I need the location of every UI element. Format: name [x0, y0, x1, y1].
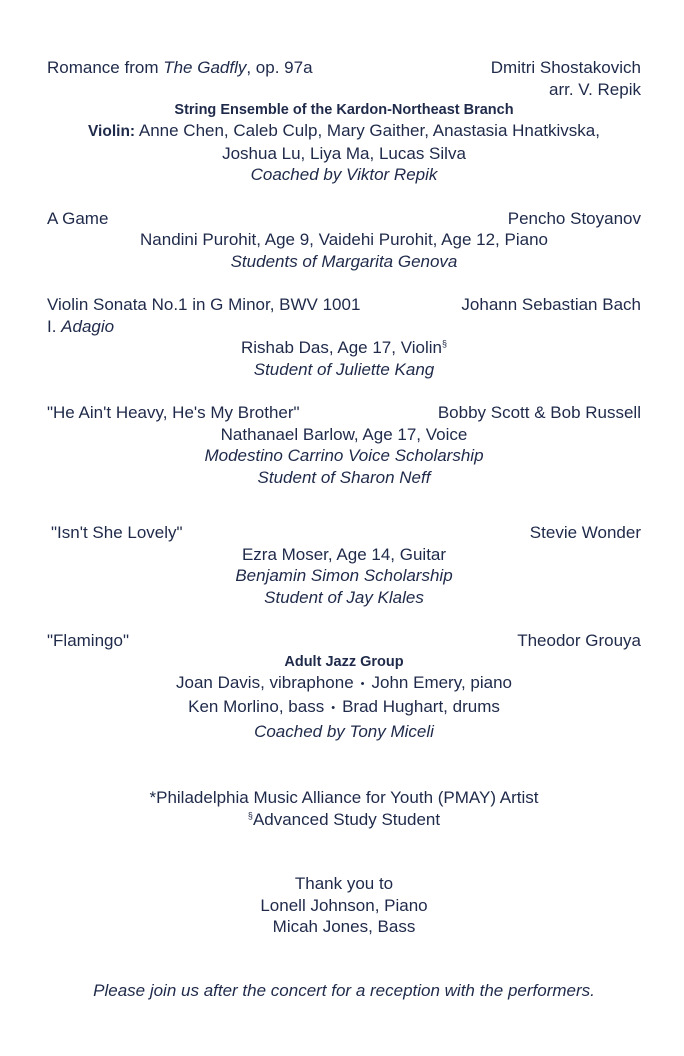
- piece-a-game: [47, 208, 641, 273]
- composer: Bobby Scott & Bob Russell: [437, 403, 641, 422]
- pmay-note: *Philadelphia Music Alliance for Youth (PMAY) Artist: [149, 788, 539, 807]
- performer: [47, 337, 641, 359]
- violin-names-1: Anne Chen, Caleb Culp, Mary Gaither, Anastasia Hnatkivska,: [135, 121, 600, 140]
- performers: Nandini Purohit, Age 9, Vaidehi Purohit, Age 12, Piano: [140, 230, 548, 249]
- teacher: Student of Sharon Neff: [257, 467, 431, 487]
- performer: Nathanael Barlow, Age 17, Voice: [220, 424, 468, 444]
- scholarship: Benjamin Simon Scholarship: [235, 566, 453, 585]
- thanks-line: Lonell Johnson, Piano: [260, 895, 428, 915]
- composer: Stevie Wonder: [529, 523, 641, 542]
- coach: Coached by Tony Miceli: [254, 721, 434, 741]
- performer: Ezra Moser, Age 14, Guitar: [241, 544, 447, 564]
- title-prefix: Romance from: [47, 58, 164, 77]
- footnotes: [47, 787, 641, 830]
- piece-romance: [47, 57, 641, 186]
- violin-list-1: [47, 120, 641, 143]
- violin-label: Violin:: [88, 123, 136, 140]
- piece-flamingo: [47, 630, 641, 742]
- advanced-study-note: [47, 809, 641, 831]
- piece-title: "Isn't She Lovely": [51, 523, 183, 542]
- closing-invitation: Please join us after the concert for a reception with the performers.: [93, 980, 595, 1000]
- movement-name: Adagio: [61, 316, 115, 336]
- player: Joan Davis, vibraphone: [175, 672, 354, 692]
- piece-title: [47, 57, 313, 79]
- movement: [47, 316, 641, 338]
- player: Brad Hughart, drums: [342, 697, 500, 716]
- arranger: arr. V. Repik: [549, 79, 641, 99]
- title-suffix: , op. 97a: [246, 58, 313, 77]
- ensemble-name: String Ensemble of the Kardon-Northeast Branch: [174, 102, 514, 118]
- players-line-2: [47, 696, 641, 721]
- composer: Johann Sebastian Bach: [461, 295, 641, 314]
- piece-title: "He Ain't Heavy, He's My Brother": [47, 403, 300, 422]
- bullet-separator: •: [331, 702, 336, 714]
- acknowledgements: [47, 873, 641, 938]
- composer: Dmitri Shostakovich: [490, 58, 641, 77]
- title-italic: The Gadfly: [163, 58, 247, 77]
- piece-title: A Game: [47, 208, 109, 228]
- coach: Coached by Viktor Repik: [250, 165, 438, 184]
- player: Ken Morlino, bass: [188, 697, 325, 716]
- composer: Theodor Grouya: [517, 631, 641, 650]
- scholarship: Modestino Carrino Voice Scholarship: [204, 446, 484, 465]
- player: John Emery, piano: [371, 672, 512, 692]
- piece-title: Violin Sonata No.1 in G Minor, BWV 1001: [47, 295, 361, 314]
- advanced-study-label: Advanced Study Student: [252, 809, 441, 829]
- bullet-separator: •: [360, 677, 365, 690]
- thanks-line: Micah Jones, Bass: [272, 917, 416, 936]
- violin-list-2: Joshua Lu, Liya Ma, Lucas Silva: [222, 143, 466, 163]
- ensemble-name: Adult Jazz Group: [284, 653, 404, 670]
- piece-title: "Flamingo": [47, 631, 129, 650]
- advanced-study-mark: §: [247, 809, 253, 820]
- piece-violin-sonata: [47, 294, 641, 380]
- teacher: Students of Margarita Genova: [230, 251, 458, 271]
- composer: Pencho Stoyanov: [507, 208, 641, 228]
- performer-name: Rishab Das, Age 17, Violin: [241, 338, 442, 357]
- piece-isnt-she-lovely: [47, 522, 641, 608]
- teacher: Student of Juliette Kang: [253, 359, 435, 379]
- advanced-study-mark: §: [441, 338, 447, 349]
- thanks-heading: Thank you to: [294, 874, 394, 893]
- teacher: Student of Jay Klales: [264, 587, 424, 607]
- piece-he-aint-heavy: [47, 402, 641, 488]
- players-line-1: [47, 672, 641, 697]
- movement-number: I.: [47, 316, 62, 336]
